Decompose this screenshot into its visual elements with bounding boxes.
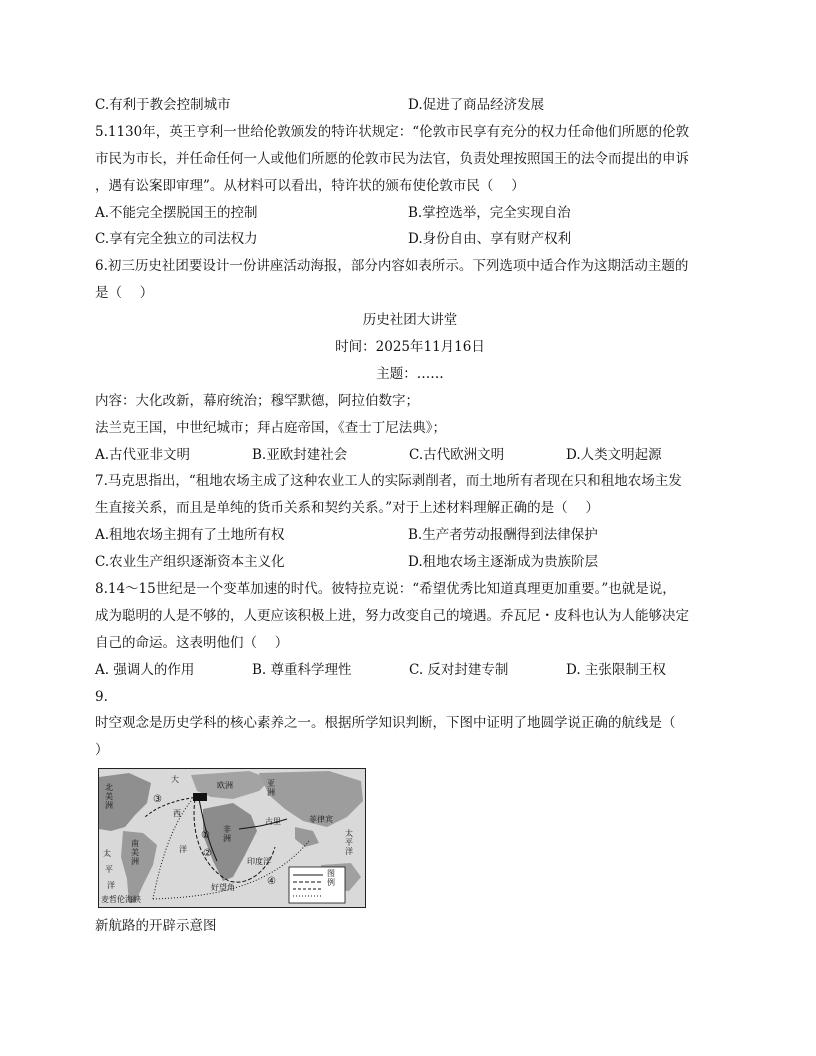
label-asia: 亚洲 [267, 779, 275, 798]
document-page [95, 92, 725, 938]
poster-content-line-1: 内容：大化改新，幕府统治；穆罕默德，阿拉伯数字； [95, 392, 419, 409]
label-legend: 图例 [327, 869, 335, 888]
poster-time: 时间：2025年11月16日 [335, 339, 485, 356]
label-calicut: 古里 [265, 817, 281, 827]
q5-options-row-2 [95, 226, 725, 253]
q6-options-row [95, 442, 725, 469]
q8-options-row [95, 657, 725, 684]
q5-option-b[interactable]: B.掌控选举，完全实现自治 [408, 204, 571, 221]
q7-stem-line-1: 7.马克思指出，“租地农场主成了这种农业工人的实际剥削者，而土地所有者现在只和租地农场主发 [95, 473, 682, 490]
label-atlantic-xi: 西 [173, 809, 181, 819]
label-africa: 非洲 [223, 825, 231, 844]
q6-option-a[interactable]: A.古代亚非文明 [95, 446, 191, 463]
q9-number: 9. [95, 688, 108, 705]
label-pacific-yang: 洋 [107, 881, 115, 891]
label-pacific-east: 太平洋 [345, 829, 353, 857]
label-philippines: 菲律宾 [309, 815, 333, 825]
q7-options-row-1 [95, 522, 725, 549]
q6-stem-line-1: 6.初三历史社团要设计一份讲座活动海报，部分内容如表所示。下列选项中适合作为这期活动主题的 [95, 258, 689, 275]
label-indian-ocean: 印度洋 [247, 857, 271, 867]
label-pacific-tai: 太 [103, 849, 111, 859]
map-caption: 新航路的开辟示意图 [95, 918, 217, 935]
label-north-america: 北美洲 [105, 783, 113, 811]
q6-option-d[interactable]: D.人类文明起源 [566, 446, 662, 463]
q5-stem-line-1: 5.1130年，英王亨利一世给伦敦颁发的特许状规定：“伦敦市民享有充分的权力任命他们所愿的伦敦 [95, 123, 690, 140]
q8-option-a[interactable]: A. 强调人的作用 [95, 661, 195, 678]
q7-stem-line-2: 生直接关系，而且是单纯的货币关系和契约关系。”对于上述材料理解正确的是（ ） [95, 500, 599, 517]
q5-option-d[interactable]: D.身份自由、享有财产权利 [408, 231, 572, 248]
q7-option-c[interactable]: C.农业生产组织逐渐资本主义化 [95, 554, 285, 571]
q5-option-a[interactable]: A.不能完全摆脱国王的控制 [95, 204, 258, 221]
q8-stem-line-3: 自己的命运。这表明他们（ ） [95, 634, 289, 651]
q4-option-c[interactable]: C.有利于教会控制城市 [95, 97, 231, 113]
departure-marker [193, 793, 207, 801]
new-sea-routes-map [98, 768, 366, 908]
poster-title: 历史社团大讲堂 [362, 312, 458, 329]
q5-options-row-1 [95, 200, 725, 227]
label-cape: 好望角 [211, 883, 235, 893]
q7-option-d[interactable]: D.租地农场主逐渐成为贵族阶层 [408, 554, 599, 571]
q7-option-a[interactable]: A.租地农场主拥有了土地所有权 [95, 527, 285, 544]
q5-option-c[interactable]: C.享有完全独立的司法权力 [95, 231, 258, 248]
label-route-2: ② [203, 848, 212, 860]
q6-option-c[interactable]: C.古代欧洲文明 [409, 446, 505, 463]
label-atlantic-da: 大 [171, 775, 179, 785]
q7-option-b[interactable]: B.生产者劳动报酬得到法律保护 [408, 527, 598, 544]
q8-stem-line-2: 成为聪明的人是不够的，人更应该积极上进，努力改变自己的境遇。乔瓦尼・皮科也认为人能够决定 [95, 607, 689, 624]
label-magellan-strait: 麦哲伦海峡 [101, 895, 141, 905]
label-south-america: 南美洲 [131, 839, 139, 867]
q8-option-c[interactable]: C. 反对封建专制 [409, 661, 509, 678]
q7-options-row-2 [95, 549, 725, 576]
label-europe: 欧洲 [217, 781, 233, 791]
q9-stem-line-1: 时空观念是历史学科的核心素养之一。根据所学知识判断，下图中证明了地圆学说正确的航线是（ [95, 715, 676, 732]
q8-option-d[interactable]: D. 主张限制王权 [566, 661, 666, 678]
label-pacific-ping: 平 [105, 865, 113, 875]
label-route-1: ① [201, 830, 210, 842]
q4-option-d[interactable]: D.促进了商品经济发展 [408, 97, 545, 113]
q5-stem-line-3: ，遇有讼案即审理”。从材料可以看出，特许状的颁布使伦敦市民（ ） [95, 177, 525, 194]
q8-option-b[interactable]: B. 尊重科学理性 [252, 661, 352, 678]
label-atlantic-yang: 洋 [179, 845, 187, 855]
q8-stem-line-1: 8.14～15世纪是一个变革加速的时代。彼特拉克说：“希望优秀比知道真理更加重要。”也就是说， [95, 581, 676, 598]
q6-option-b[interactable]: B.亚欧封建社会 [252, 446, 348, 463]
q6-stem-line-2: 是（ ） [95, 285, 154, 302]
label-route-3: ③ [153, 794, 162, 806]
poster-theme: 主题：…… [376, 365, 444, 382]
label-route-4: ④ [267, 876, 276, 888]
q9-stem-line-2: ） [95, 742, 109, 759]
poster-content-line-2: 法兰克王国，中世纪城市；拜占庭帝国，《查士丁尼法典》； [95, 419, 446, 436]
q5-stem-line-2: 市民为市长，并任命任何一人或他们所愿的伦敦市民为法官，负责处理按照国王的法令而提出的申诉 [95, 150, 689, 167]
legend-box [289, 867, 345, 903]
q4-options-row [95, 92, 725, 119]
